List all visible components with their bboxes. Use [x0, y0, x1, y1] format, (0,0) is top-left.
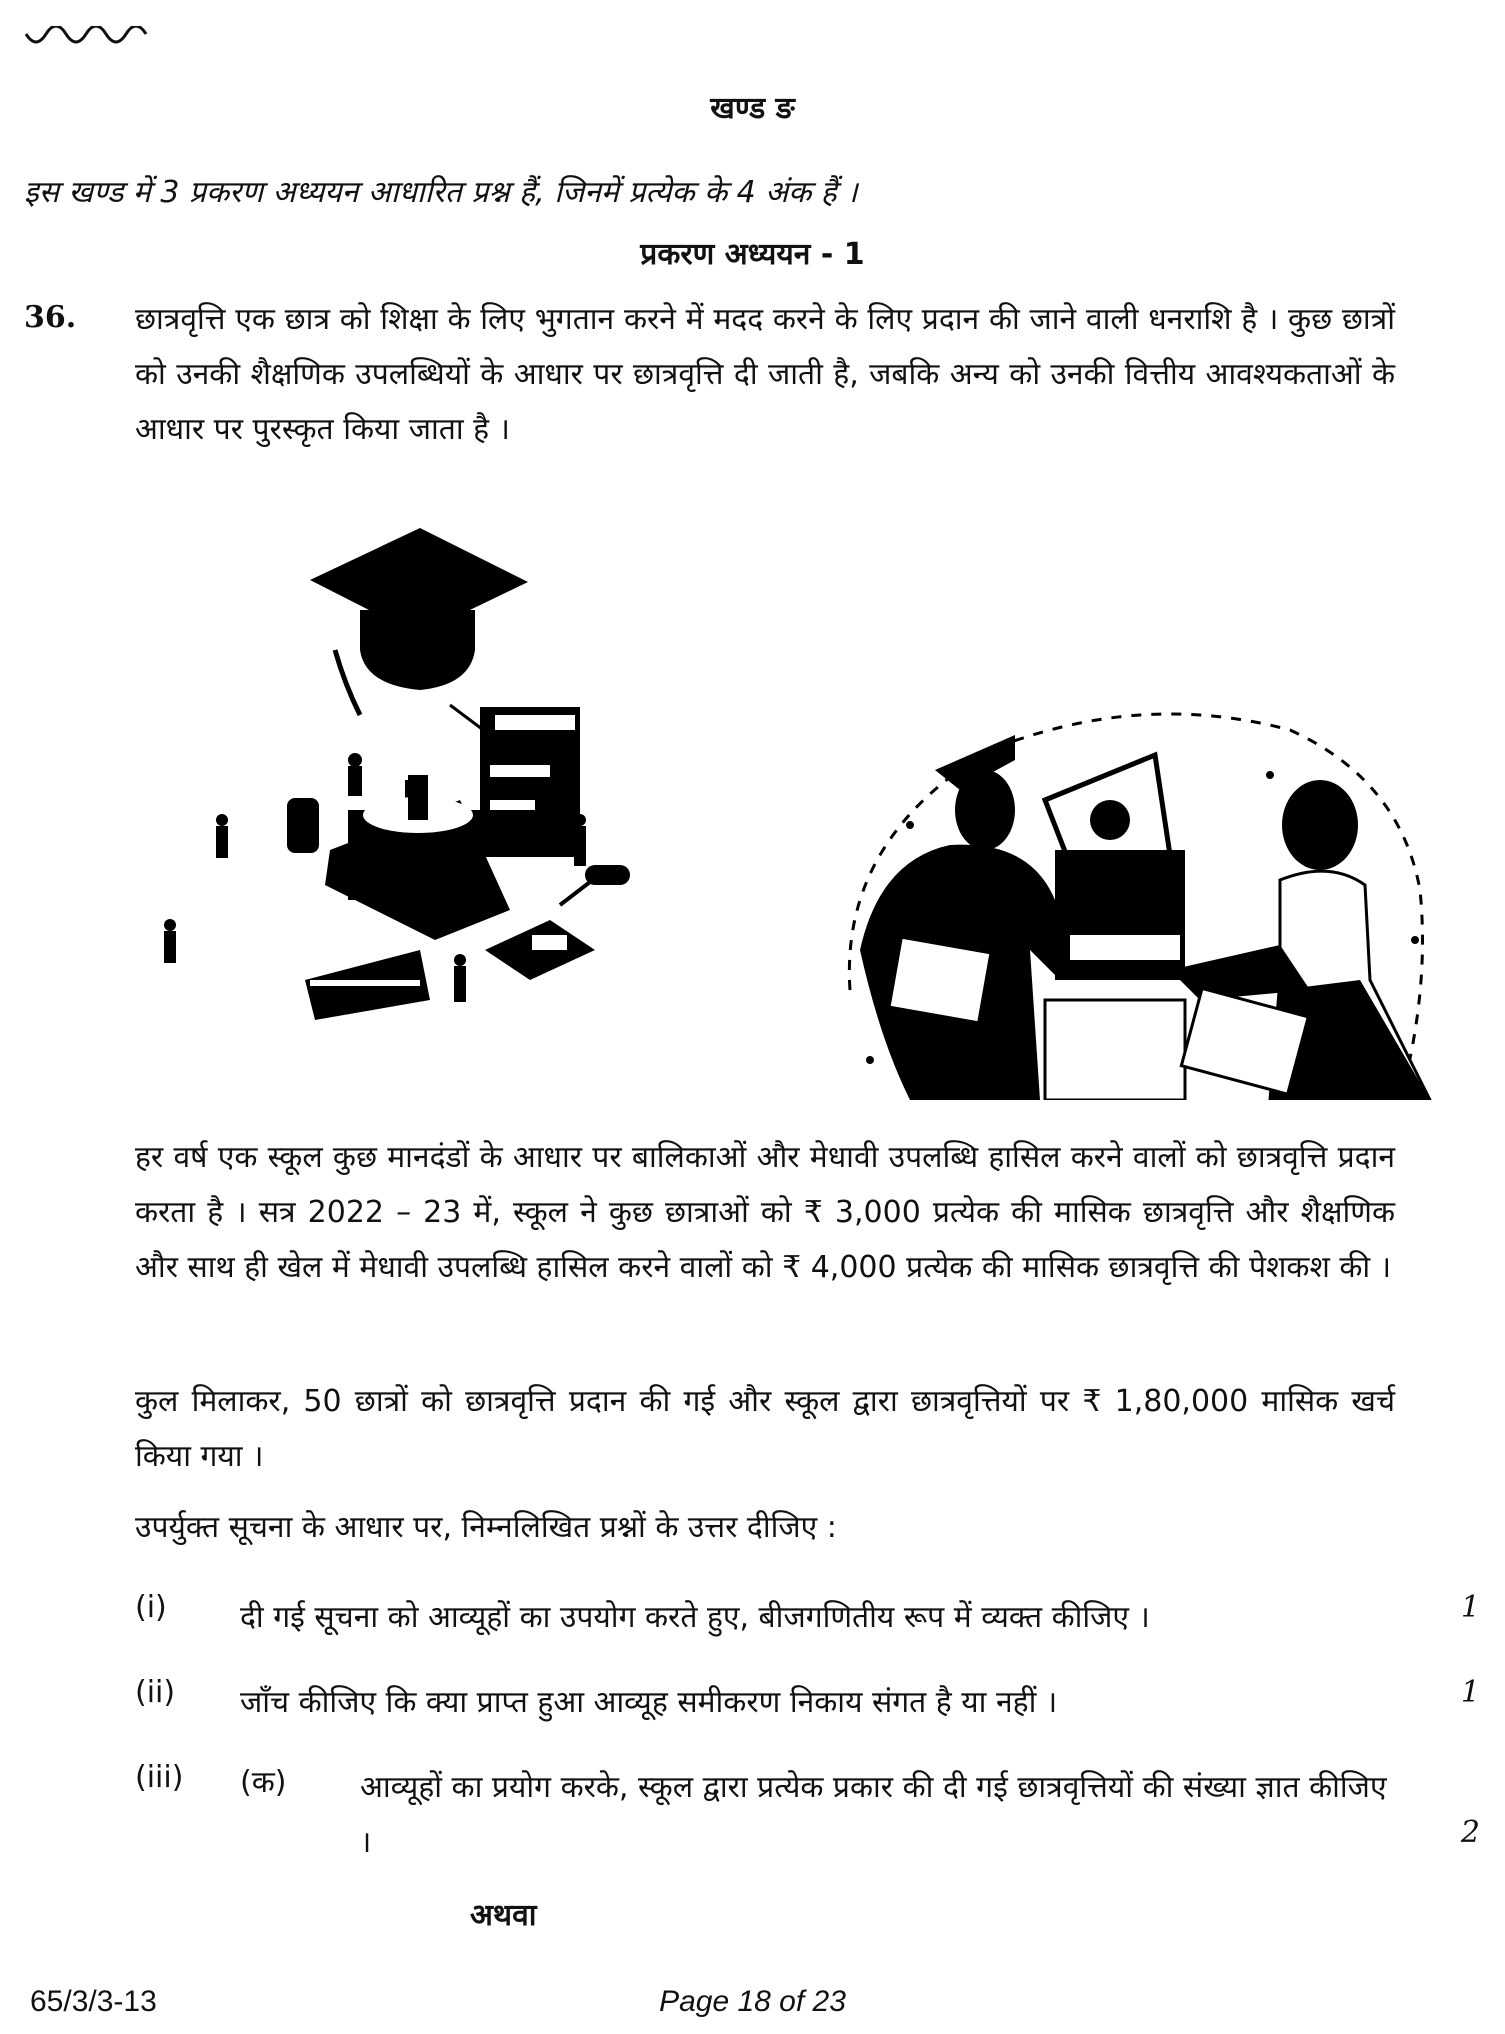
- wavy-line-decoration: [24, 26, 154, 50]
- case-study-title: प्रकरण अध्ययन - 1: [640, 237, 865, 272]
- subquestion-text: जाँच कीजिए कि क्या प्राप्त हुआ आव्यूह समीकरण निकाय संगत है या नहीं ।: [240, 1685, 1058, 1720]
- page-number: Page 18 of 23: [659, 1985, 846, 2018]
- subquestion-iii: [135, 1760, 1480, 1880]
- question-intro: छात्रवृत्ति एक छात्र को शिक्षा के लिए भुगतान करने में मदद करने के लिए प्रदान की जाने वाली धनराशि है । कुछ छात्रों को उनकी शैक्षणिक उपलब्धियों के आधार पर छात्रवृत्ति दी जाती है, जबकि अन्य को उनकी वित्तीय आवश्यकताओं के आधार पर पुरस्कृत किया जाता है ।: [135, 302, 1395, 447]
- section-note: इस खण्ड में 3 प्रकरण अध्ययन आधारित प्रश्न हैं, जिनमें प्रत्येक के 4 अंक हैं ।: [24, 175, 858, 210]
- subquestion-label: (iii): [135, 1760, 184, 1795]
- graduation-cap-isometric-illustration: [150, 510, 650, 1080]
- subquestion-text: दी गई सूचना को आव्यूहों का उपयोग करते हुए, बीजगणितीय रूप में व्यक्त कीजिए ।: [240, 1600, 1150, 1635]
- subquestion-marks: 1: [1460, 1675, 1480, 1710]
- scholarship-handshake-illustration: [840, 690, 1440, 1100]
- or-label: अथवा: [470, 1898, 537, 1933]
- section-title: खण्ड ङ: [710, 91, 795, 126]
- subquestion-label: (i): [135, 1590, 167, 1625]
- subquestion-marks: 2: [1460, 1815, 1480, 1850]
- instruction: उपर्युक्त सूचना के आधार पर, निम्नलिखित प्रश्नों के उत्तर दीजिए :: [135, 1510, 837, 1545]
- scholarship-summary: कुल मिलाकर, 50 छात्रों को छात्रवृत्ति प्रदान की गई और स्कूल द्वारा छात्रवृत्तियों पर ₹ 1,80,000 मासिक खर्च किया गया ।: [135, 1384, 1395, 1474]
- subquestion-i: [135, 1590, 1480, 1650]
- subquestion-label: (ii): [135, 1675, 176, 1710]
- question-number: 36.: [24, 300, 77, 335]
- subquestion-text: आव्यूहों का प्रयोग करके, स्कूल द्वारा प्रत्येक प्रकार की दी गई छात्रवृत्तियों की संख्या ज्ञात कीजिए ।: [360, 1770, 1387, 1860]
- scholarship-context: हर वर्ष एक स्कूल कुछ मानदंडों के आधार पर बालिकाओं और मेधावी उपलब्धि हासिल करने वालों को छात्रवृत्ति प्रदान करता है । सत्र 2022 – 23 में, स्कूल ने कुछ छात्राओं को ₹ 3,000 प्रत्येक की मासिक छात्रवृत्ति और शैक्षणिक और साथ ही खेल में मेधावी उपलब्धि हासिल करने वालों को ₹ 4,000 प्रत्येक की मासिक छात्रवृत्ति की पेशकश की ।: [135, 1140, 1395, 1285]
- paper-code: 65/3/3-13: [30, 1985, 157, 2018]
- subquestion-part-label: (क): [240, 1765, 287, 1800]
- subquestion-marks: 1: [1460, 1590, 1480, 1625]
- subquestion-ii: [135, 1675, 1480, 1735]
